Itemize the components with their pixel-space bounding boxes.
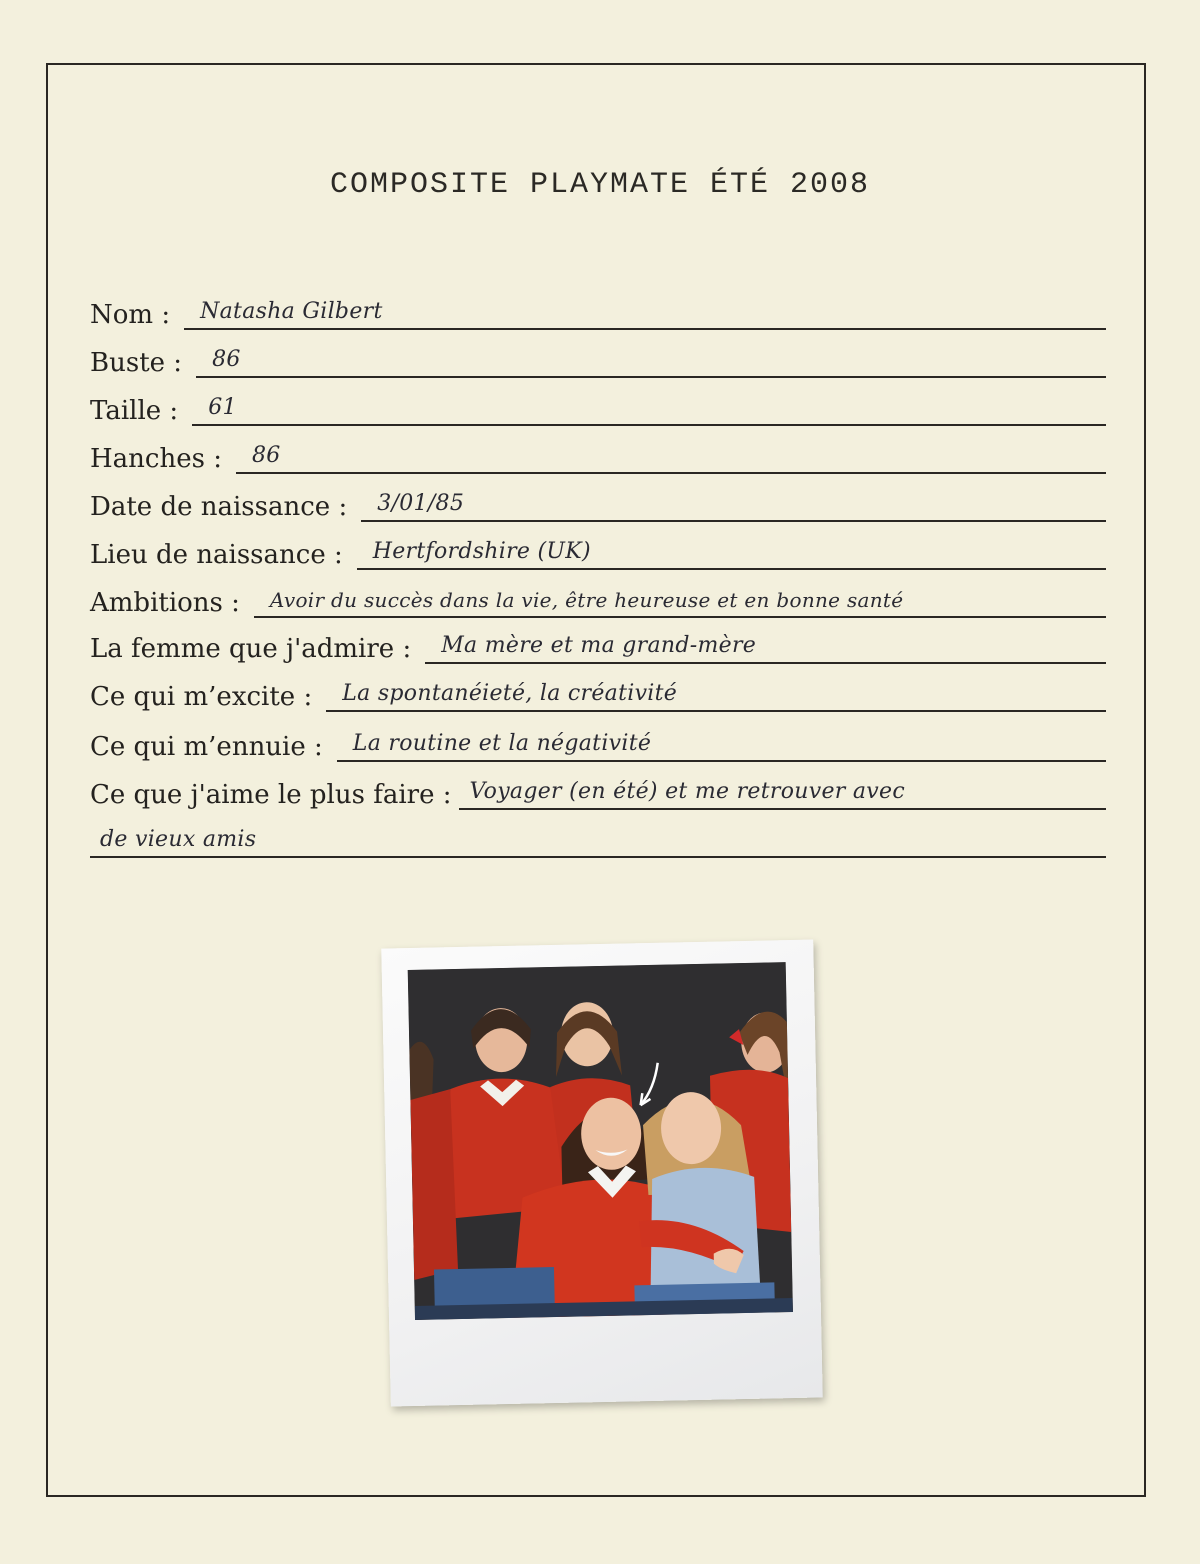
field-line <box>361 480 1106 522</box>
field-value: La spontanéieté, la créativité <box>342 681 678 706</box>
field-label: Ce que j'aime le plus faire : <box>90 780 452 810</box>
field-label: Hanches : <box>90 444 222 474</box>
field-taille <box>90 382 1106 426</box>
field-value: Hertfordshire (UK) <box>372 539 591 564</box>
field-value: 86 <box>251 443 281 468</box>
field-value: 86 <box>212 347 241 372</box>
field-ambitions <box>90 574 1106 618</box>
field-label: Lieu de naissance : <box>90 540 343 570</box>
field-line <box>196 336 1106 378</box>
group-photo <box>408 962 793 1320</box>
field-label: Taille : <box>90 396 179 426</box>
field-nom <box>90 286 1106 330</box>
field-line <box>236 432 1106 474</box>
field-value: de vieux amis <box>100 827 257 852</box>
field-line <box>425 622 1106 664</box>
field-label: La femme que j'admire : <box>90 634 412 664</box>
field-label: Date de naissance : <box>90 492 348 522</box>
field-aime-faire <box>90 766 1106 810</box>
field-label: Buste : <box>90 348 183 378</box>
field-ce-qui-excite <box>90 668 1106 712</box>
field-label: Nom : <box>90 300 171 330</box>
field-line <box>184 288 1106 330</box>
field-label: Ce qui m’excite : <box>90 682 313 712</box>
field-value: Ma mère et ma grand-mère <box>441 633 757 658</box>
field-ce-qui-ennuie <box>90 718 1106 762</box>
photo-illustration <box>408 962 793 1320</box>
field-lieu-de-naissance <box>90 526 1106 570</box>
field-value: 3/01/85 <box>377 491 465 516</box>
field-line <box>459 768 1106 810</box>
document-title: COMPOSITE PLAYMATE ÉTÉ 2008 <box>329 168 871 202</box>
field-value: La routine et la négativité <box>352 731 652 756</box>
field-label: Ce qui m’ennuie : <box>90 732 323 762</box>
field-line <box>337 720 1106 762</box>
field-value: Natasha Gilbert <box>200 299 383 324</box>
polaroid-photo <box>381 940 822 1407</box>
field-value: Voyager (en été) et me retrouver avec <box>469 779 905 804</box>
field-value: 61 <box>208 395 237 420</box>
field-hanches <box>90 430 1106 474</box>
field-label: Ambitions : <box>90 588 240 618</box>
field-aime-faire-continuation <box>90 818 1106 858</box>
field-line <box>326 670 1106 712</box>
field-femme-admiree <box>90 620 1106 664</box>
field-buste <box>90 334 1106 378</box>
field-value: Avoir du succès dans la vie, être heureuse et en bonne santé <box>269 588 904 612</box>
field-date-de-naissance <box>90 478 1106 522</box>
field-line <box>357 528 1106 570</box>
field-line <box>254 576 1106 618</box>
field-line <box>192 384 1106 426</box>
